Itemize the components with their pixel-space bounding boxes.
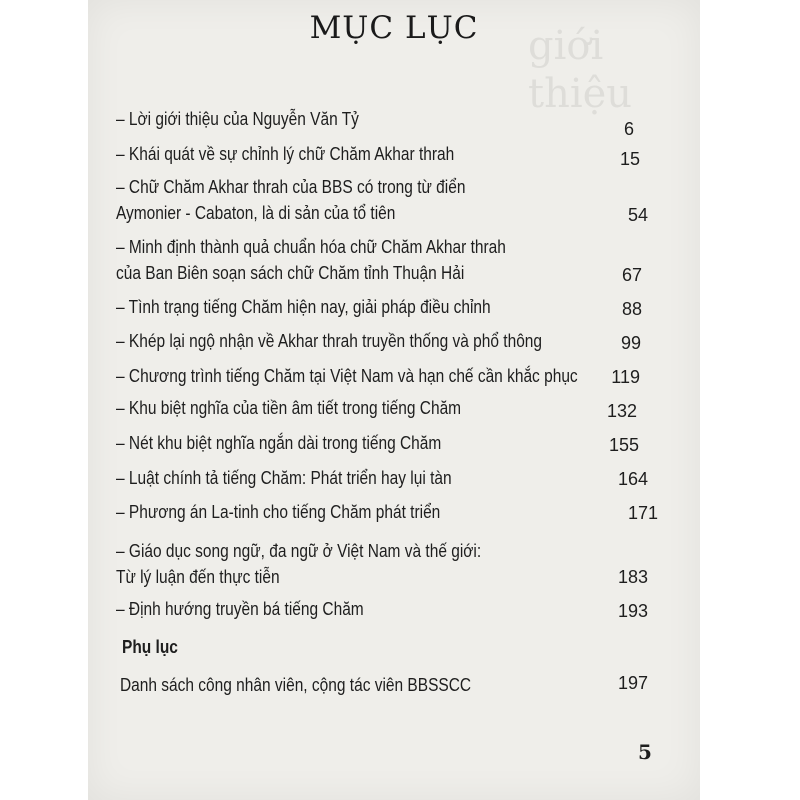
toc-entry-continuation: của Ban Biên soạn sách chữ Chăm tỉnh Thuận Hải bbox=[116, 263, 465, 283]
toc-page-number: 193 bbox=[617, 601, 648, 621]
appendix-heading: Phụ lục bbox=[122, 637, 178, 657]
toc-page-number: 183 bbox=[617, 567, 648, 587]
toc-entry: – Nét khu biệt nghĩa ngắn dài trong tiếng Chăm bbox=[116, 433, 442, 453]
toc-entry: – Giáo dục song ngữ, đa ngữ ở Việt Nam và thế giới: bbox=[116, 541, 482, 561]
toc-page-number: 6 bbox=[623, 119, 634, 139]
page-title: MỤC LỤC bbox=[309, 10, 479, 46]
toc-entry: – Khép lại ngộ nhận về Akhar thrah truyền thống và phổ thông bbox=[116, 331, 543, 351]
toc-entry: – Khu biệt nghĩa của tiền âm tiết trong tiếng Chăm bbox=[116, 398, 462, 418]
toc-page-number: 132 bbox=[606, 401, 637, 421]
toc-entry-continuation: Từ lý luận đến thực tiễn bbox=[116, 567, 280, 587]
toc-entry-continuation: Aymonier - Cabaton, là di sản của tổ tiên bbox=[116, 203, 396, 223]
toc-page-number: 155 bbox=[608, 435, 639, 455]
toc-entry: – Lời giới thiệu của Nguyễn Văn Tỷ bbox=[116, 109, 359, 129]
toc-entry: – Khái quát về sự chỉnh lý chữ Chăm Akhar thrah bbox=[116, 144, 455, 164]
toc-entry: – Tình trạng tiếng Chăm hiện nay, giải pháp điều chỉnh bbox=[116, 297, 491, 317]
page-number: 5 bbox=[638, 740, 652, 764]
appendix-entry: Danh sách công nhân viên, cộng tác viên BBSSCC bbox=[120, 675, 472, 695]
toc-page-number: 197 bbox=[617, 673, 648, 693]
toc-entry: – Định hướng truyền bá tiếng Chăm bbox=[116, 599, 364, 619]
toc-entry: – Chương trình tiếng Chăm tại Việt Nam và hạn chế cần khắc phục bbox=[116, 366, 578, 386]
toc-page-number: 15 bbox=[619, 149, 640, 169]
toc-page-number: 67 bbox=[621, 265, 642, 285]
toc-page-number: 54 bbox=[627, 205, 648, 225]
book-page bbox=[88, 0, 700, 800]
toc-page-number: 99 bbox=[620, 333, 641, 353]
toc-page-number: 119 bbox=[611, 367, 640, 387]
toc-entry: – Minh định thành quả chuẩn hóa chữ Chăm Akhar thrah bbox=[116, 237, 506, 257]
toc-entry: – Chữ Chăm Akhar thrah của BBS có trong từ điển bbox=[116, 177, 466, 197]
toc-entry: – Phương án La-tinh cho tiếng Chăm phát triển bbox=[116, 502, 441, 522]
toc-entry: – Luật chính tả tiếng Chăm: Phát triển hay lụi tàn bbox=[116, 468, 452, 488]
toc-page-number: 164 bbox=[617, 469, 648, 489]
toc-page-number: 171 bbox=[627, 503, 658, 523]
toc-page-number: 88 bbox=[621, 299, 642, 319]
bleed-through-text: giới thiệu bbox=[528, 23, 633, 117]
